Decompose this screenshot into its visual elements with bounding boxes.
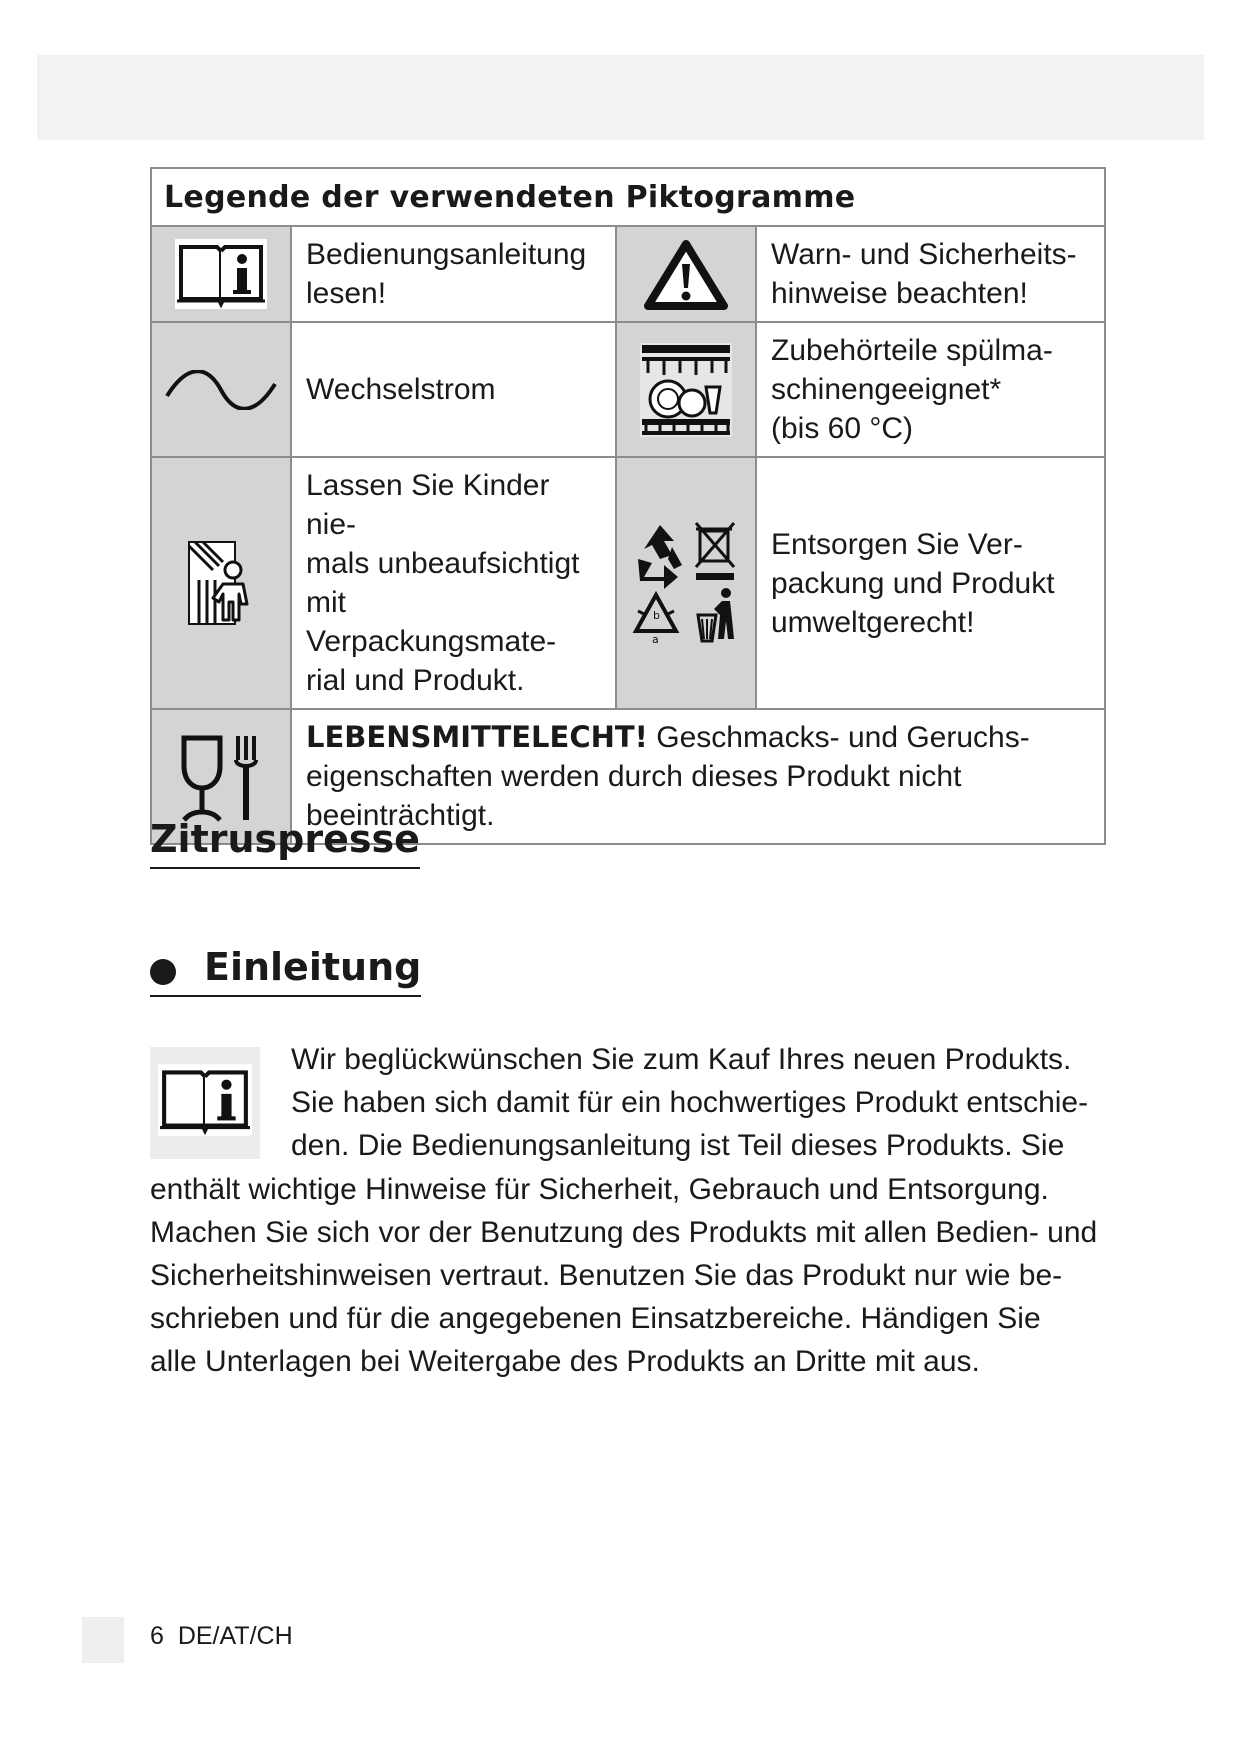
legend-line: Lassen Sie Kinder nie-	[306, 469, 550, 541]
paragraph-line: Sicherheitshinweisen vertraut. Benutzen Sie das Produkt nur wie be-	[150, 1259, 1063, 1293]
legend-line: mals unbeaufsichtigt	[306, 547, 580, 580]
legend-line: packung und Produkt	[771, 566, 1055, 600]
legend-text-cell	[756, 322, 1105, 457]
legend-line: rial und Produkt.	[306, 664, 525, 697]
legend-line: umweltgerecht!	[771, 605, 975, 639]
paragraph-line: schrieben und für die angegebenen Einsatzbereiche. Händigen Sie	[150, 1302, 1041, 1336]
legend-line: mit Verpackungsmate-	[306, 586, 557, 658]
legend-line: Entsorgen Sie Ver-	[771, 527, 1023, 561]
legend-title: Legende der verwendeten Piktogramme	[151, 168, 1105, 226]
paragraph-line: Machen Sie sich vor der Benutzung des Produkts mit allen Bedien- und	[150, 1215, 1098, 1249]
legend-text-cell	[291, 226, 616, 322]
paragraph-line: alle Unterlagen bei Weitergabe des Produkts an Dritte mit aus.	[150, 1345, 980, 1379]
legend-icon-cell	[151, 226, 291, 322]
legend-icon-cell	[616, 457, 756, 709]
pictogram-legend-table	[150, 167, 1106, 845]
paragraph-line: den. Die Bedienungsanleitung ist Teil dieses Produkts. Sie	[291, 1129, 1065, 1163]
manual-info-icon	[175, 239, 267, 309]
legend-text-cell	[291, 457, 616, 709]
product-title: Zitruspresse	[150, 817, 420, 869]
dishwasher-safe-icon	[640, 343, 732, 437]
section-heading	[150, 945, 421, 997]
page-footer	[150, 1622, 293, 1651]
bullet-icon	[150, 959, 176, 985]
header-band	[37, 55, 1204, 140]
paragraph-line: Sie haben sich damit für ein hochwertiges Produkt entschie-	[291, 1086, 1089, 1120]
legend-line: Bedienungsanleitung	[306, 238, 587, 271]
paragraph-line: Wir beglückwünschen Sie zum Kauf Ihres neuen Produkts.	[291, 1043, 1072, 1076]
legend-line: lesen!	[306, 277, 387, 310]
paragraph-line: enthält wichtige Hinweise für Sicherheit, Gebrauch und Entsorgung.	[150, 1172, 1049, 1206]
legend-line: schinengeeignet*	[771, 373, 1002, 406]
legend-icon-cell	[151, 457, 291, 709]
legend-line	[306, 718, 1090, 757]
legend-line: eigenschaften werden durch dieses Produkt nicht	[306, 760, 962, 793]
legend-line: Zubehörteile spülma-	[771, 334, 1053, 367]
food-safe-icon	[180, 732, 262, 822]
recycling-disposal-icon	[630, 519, 742, 647]
legend-text-cell	[756, 226, 1105, 322]
intro-paragraph	[150, 1038, 1110, 1384]
legend-line: Warn- und Sicherheits-	[771, 238, 1077, 271]
section-heading-text: Einleitung	[204, 945, 422, 989]
legend-line: (bis 60 °C)	[771, 412, 914, 445]
child-warning-icon	[183, 540, 259, 626]
food-safe-label: LEBENSMITTELECHT!	[306, 720, 648, 754]
recycle-label-b: b	[653, 609, 660, 622]
region-label: DE/AT/CH	[177, 1622, 293, 1650]
legend-line-rest: Geschmacks- und Geruchs-	[647, 721, 1030, 754]
footer-marker	[82, 1617, 124, 1663]
recycle-label-a: a	[652, 633, 659, 646]
legend-line: Wechselstrom	[306, 373, 496, 406]
legend-line: hinweise beachten!	[771, 277, 1028, 310]
alternating-current-icon	[165, 370, 277, 410]
legend-line: beeinträchtigt.	[306, 799, 495, 832]
page-number: 6	[150, 1622, 164, 1650]
legend-text-cell	[756, 457, 1105, 709]
legend-icon-cell	[616, 322, 756, 457]
legend-icon-cell	[616, 226, 756, 322]
legend-text-cell	[291, 322, 616, 457]
warning-triangle-icon	[644, 238, 728, 310]
legend-icon-cell	[151, 322, 291, 457]
